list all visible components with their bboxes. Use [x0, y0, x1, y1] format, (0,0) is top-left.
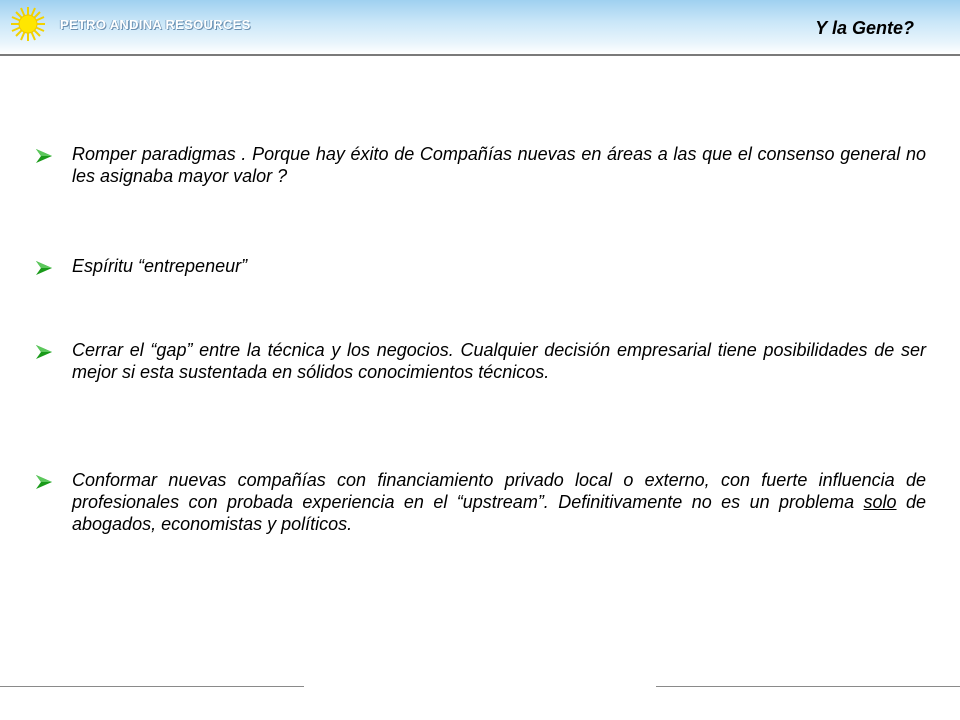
arrow-bullet-icon — [36, 149, 52, 163]
arrow-bullet-icon — [36, 261, 52, 275]
bullet-text: Cerrar el “gap” entre la técnica y los negocios. Cualquier decisión empresarial tiene posibilidades de ser mejor si esta sustentada en sólidos conocimientos técnicos. — [72, 340, 926, 382]
bullet-text-after: de abogados, economistas y políticos. — [72, 492, 926, 534]
bullet-text: Romper paradigmas . Porque hay éxito de Compañías nuevas en áreas a las que el consenso general no les asignaba mayor valor ? — [72, 144, 926, 186]
bullet-text: Espíritu “entrepeneur” — [72, 256, 248, 276]
slide-title: Y la Gente? — [815, 18, 914, 38]
footer-divider-right — [656, 686, 960, 687]
sun-icon — [10, 6, 46, 42]
company-name: PETRO ANDINA RESOURCES — [60, 17, 251, 32]
bullet-text-underlined: solo — [863, 492, 897, 512]
bullet-text — [72, 469, 926, 535]
arrow-bullet-icon — [36, 475, 52, 489]
header-bar — [0, 0, 960, 56]
arrow-bullet-icon — [36, 345, 52, 359]
footer-divider-left — [0, 686, 304, 687]
bullet-text-before: Conformar nuevas compañías con financiamiento privado local o externo, con fuerte influencia de profesionales con probada experiencia en el “upstream”. Definitivamente no es un problema — [72, 470, 926, 512]
